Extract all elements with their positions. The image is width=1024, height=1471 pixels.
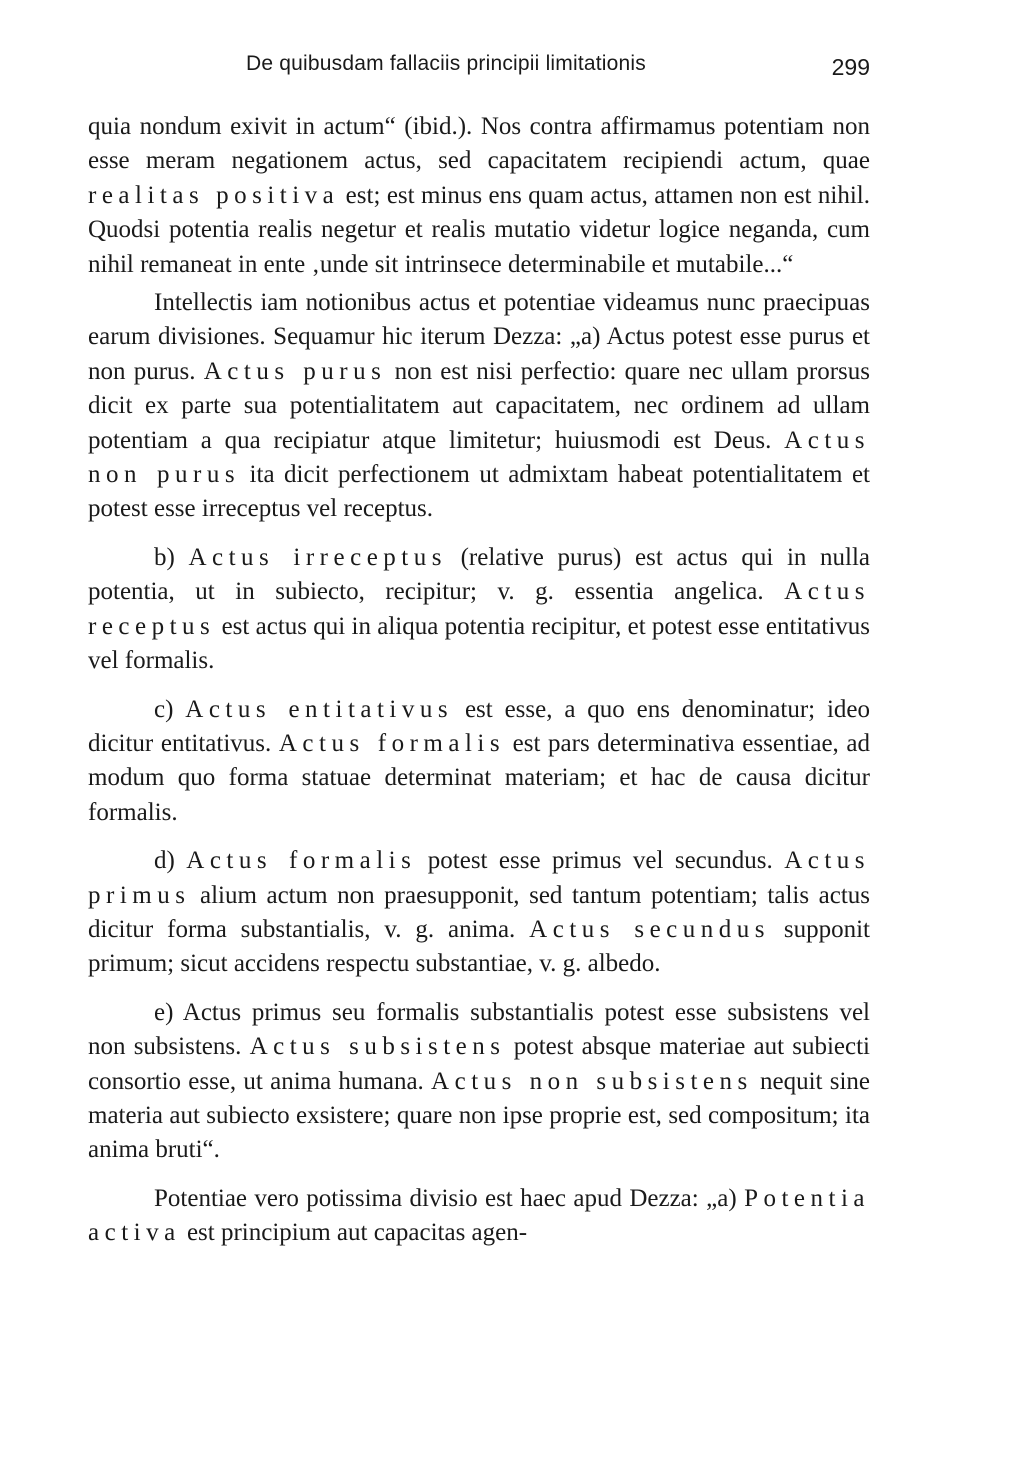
spaced-term: Actus secundus (529, 915, 771, 943)
text-run: d) (154, 847, 187, 875)
running-head (88, 46, 870, 92)
spaced-term: Actus purus (203, 357, 387, 385)
spaced-term: Actus primus (88, 847, 871, 909)
text-run: b) (154, 543, 189, 571)
running-title: De quibusdam fallaciis principii limitationis (246, 52, 646, 75)
text-run: supponit primum; sicut accidens respectu substantiae, v. g. albedo. (88, 915, 870, 978)
text-run: Intellectis iam notionibus actus et potentiae videamus nunc praecipuas earum divisiones. Sequamur hic iterum Dezza: „a) Actus potest esse purus et non purus. (88, 289, 870, 385)
text-run: non est nisi perfectio: quare nec ullam prorsus dicit ex parte sua potentialitatem aut capacitatem, nec ordinem ad ullam potentiam a qua recipiatur atque limitetur; huiusmodi est Deus. (88, 357, 871, 454)
paragraph (88, 844, 870, 982)
spaced-term: Actus entitativus (185, 695, 454, 723)
text-run: Potentiae vero potissima divisio est haec apud Dezza: „a) (154, 1184, 745, 1212)
text-run: est actus qui in aliqua potentia recipitur, et potest esse entitativus vel formalis. (88, 612, 870, 675)
text-run: (relative purus) est actus qui in nulla potentia, ut in subiecto, recipitur; v. g. essentia angelica. (88, 543, 870, 606)
text-run: nequit sine materia aut subiecto exsistere; quare non ipse proprie est, sed compositum; ita anima bruti“. (88, 1067, 870, 1164)
spaced-term: Actus formalis (186, 847, 417, 875)
paragraph (88, 110, 870, 282)
text-run: est esse, a quo ens denominatur; ideo dicitur entitativus. (88, 695, 870, 757)
paragraph (88, 693, 870, 831)
spaced-term: Actus irreceptus (188, 543, 447, 571)
spaced-term: Actus formalis (278, 729, 506, 757)
spaced-term: Actus receptus (88, 578, 870, 640)
spaced-term: realitas positiva (88, 181, 340, 209)
text-run: quia nondum exivit in actum“ (ibid.). Nos contra affirmamus potentiam non esse meram negationem actus, sed capacitatem recipiendi actum, quae (88, 113, 870, 175)
text-run: est principium aut capacitas agen- (180, 1219, 528, 1247)
text-run: est pars determinativa essentiae, ad modum quo forma statuae determinat materiam; et hac de causa dicitur formalis. (88, 729, 870, 826)
spaced-term: Actus subsistens (249, 1033, 506, 1061)
paragraph (88, 996, 870, 1168)
spaced-term: Potentia activa (88, 1184, 870, 1247)
body-text (88, 110, 870, 1251)
text-run: est; est minus ens quam actus, attamen non est nihil. Quodsi potentia realis negetur et realis mutatio videtur logice neganda, cum nihil remaneat in ente ‚unde sit intrinsece determinabile et mutabile...“ (88, 181, 871, 278)
spaced-term: Actus non purus (88, 426, 870, 489)
text-run: c) (154, 695, 186, 723)
spaced-term: Actus non subsistens (431, 1067, 753, 1095)
paragraph (88, 541, 870, 679)
page-number: 299 (831, 54, 870, 80)
text-run: potest absque materiae aut subiecti consortio esse, ut anima humana. (88, 1033, 870, 1095)
text-run: ita dicit perfectionem ut admixtam habeat potentialitatem et potest esse irreceptus vel receptus. (88, 461, 870, 523)
book-page (88, 46, 870, 1251)
text-run: alium actum non praesupponit, sed tantum potentiam; talis actus dicitur forma substantialis, v. g. anima. (88, 881, 870, 943)
text-run: potest esse primus vel secundus. (416, 847, 785, 875)
paragraph (88, 286, 870, 527)
paragraph (88, 1182, 870, 1251)
text-run: e) Actus primus seu formalis substantialis potest esse subsistens vel non subsistens. (88, 998, 870, 1061)
